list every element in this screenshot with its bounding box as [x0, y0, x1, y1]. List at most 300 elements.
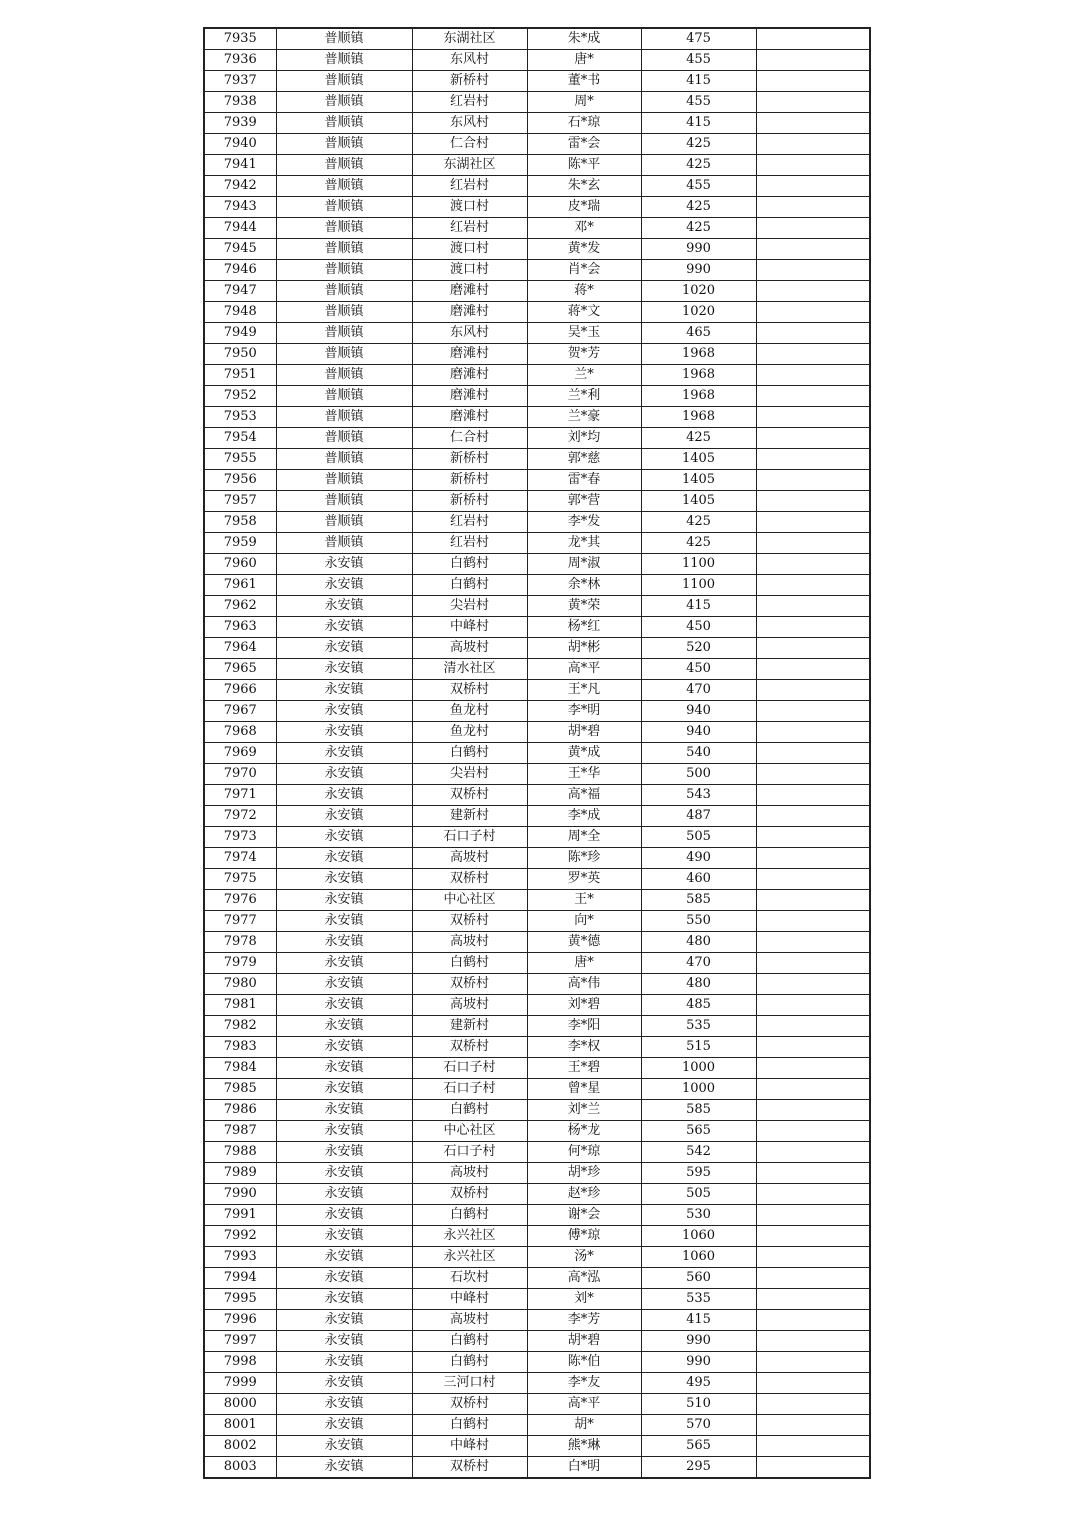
row-number-cell: 7975	[204, 869, 276, 890]
amount-cell: 425	[641, 155, 756, 176]
village-cell: 石口子村	[412, 1058, 527, 1079]
remark-cell	[756, 134, 870, 155]
name-cell: 周*	[527, 92, 641, 113]
town-cell: 永安镇	[276, 1289, 412, 1310]
amount-cell: 540	[641, 743, 756, 764]
row-number-cell: 7963	[204, 617, 276, 638]
name-cell: 陈*平	[527, 155, 641, 176]
town-cell: 普顺镇	[276, 71, 412, 92]
table-row	[204, 995, 870, 1016]
table-row	[204, 176, 870, 197]
town-cell: 永安镇	[276, 1436, 412, 1457]
village-cell: 仁合村	[412, 428, 527, 449]
row-number-cell: 7977	[204, 911, 276, 932]
row-number-cell: 7958	[204, 512, 276, 533]
name-cell: 兰*利	[527, 386, 641, 407]
amount-cell: 450	[641, 617, 756, 638]
table-row	[204, 155, 870, 176]
table-row	[204, 491, 870, 512]
village-cell: 白鹤村	[412, 743, 527, 764]
name-cell: 王*	[527, 890, 641, 911]
name-cell: 胡*碧	[527, 722, 641, 743]
name-cell: 周*淑	[527, 554, 641, 575]
village-cell: 新桥村	[412, 449, 527, 470]
name-cell: 龙*其	[527, 533, 641, 554]
table-row	[204, 1289, 870, 1310]
village-cell: 东湖社区	[412, 28, 527, 50]
table-row	[204, 1016, 870, 1037]
town-cell: 永安镇	[276, 1163, 412, 1184]
remark-cell	[756, 1289, 870, 1310]
data-table	[203, 27, 871, 1479]
name-cell: 兰*	[527, 365, 641, 386]
remark-cell	[756, 1058, 870, 1079]
table-row	[204, 827, 870, 848]
table-row	[204, 260, 870, 281]
table-row	[204, 344, 870, 365]
row-number-cell: 8003	[204, 1457, 276, 1479]
village-cell: 渡口村	[412, 239, 527, 260]
village-cell: 石口子村	[412, 1142, 527, 1163]
row-number-cell: 7992	[204, 1226, 276, 1247]
village-cell: 白鹤村	[412, 1352, 527, 1373]
village-cell: 白鹤村	[412, 575, 527, 596]
name-cell: 周*全	[527, 827, 641, 848]
amount-cell: 990	[641, 1331, 756, 1352]
remark-cell	[756, 890, 870, 911]
table-row	[204, 218, 870, 239]
amount-cell: 450	[641, 659, 756, 680]
table-row	[204, 1205, 870, 1226]
amount-cell: 1968	[641, 365, 756, 386]
name-cell: 杨*龙	[527, 1121, 641, 1142]
village-cell: 白鹤村	[412, 554, 527, 575]
table-row	[204, 722, 870, 743]
row-number-cell: 7960	[204, 554, 276, 575]
village-cell: 高坡村	[412, 1310, 527, 1331]
name-cell: 向*	[527, 911, 641, 932]
town-cell: 永安镇	[276, 890, 412, 911]
remark-cell	[756, 155, 870, 176]
town-cell: 永安镇	[276, 1226, 412, 1247]
name-cell: 李*友	[527, 1373, 641, 1394]
name-cell: 郭*营	[527, 491, 641, 512]
name-cell: 胡*碧	[527, 1331, 641, 1352]
village-cell: 双桥村	[412, 1457, 527, 1479]
amount-cell: 500	[641, 764, 756, 785]
town-cell: 永安镇	[276, 617, 412, 638]
amount-cell: 1405	[641, 449, 756, 470]
row-number-cell: 7990	[204, 1184, 276, 1205]
name-cell: 黄*发	[527, 239, 641, 260]
amount-cell: 565	[641, 1121, 756, 1142]
remark-cell	[756, 176, 870, 197]
name-cell: 余*林	[527, 575, 641, 596]
name-cell: 罗*英	[527, 869, 641, 890]
row-number-cell: 7973	[204, 827, 276, 848]
table-row	[204, 701, 870, 722]
remark-cell	[756, 1079, 870, 1100]
remark-cell	[756, 638, 870, 659]
amount-cell: 455	[641, 50, 756, 71]
town-cell: 永安镇	[276, 848, 412, 869]
table-row	[204, 575, 870, 596]
amount-cell: 1968	[641, 407, 756, 428]
amount-cell: 520	[641, 638, 756, 659]
amount-cell: 455	[641, 176, 756, 197]
village-cell: 高坡村	[412, 995, 527, 1016]
town-cell: 普顺镇	[276, 470, 412, 491]
table-row	[204, 785, 870, 806]
table-body	[204, 28, 870, 1478]
amount-cell: 535	[641, 1289, 756, 1310]
amount-cell: 585	[641, 890, 756, 911]
amount-cell: 940	[641, 701, 756, 722]
name-cell: 胡*彬	[527, 638, 641, 659]
name-cell: 蒋*	[527, 281, 641, 302]
amount-cell: 990	[641, 1352, 756, 1373]
table-row	[204, 764, 870, 785]
amount-cell: 1060	[641, 1226, 756, 1247]
amount-cell: 1968	[641, 344, 756, 365]
amount-cell: 460	[641, 869, 756, 890]
table-row	[204, 869, 870, 890]
remark-cell	[756, 1310, 870, 1331]
remark-cell	[756, 575, 870, 596]
village-cell: 双桥村	[412, 911, 527, 932]
table-row	[204, 1457, 870, 1479]
row-number-cell: 7956	[204, 470, 276, 491]
amount-cell: 455	[641, 92, 756, 113]
table-row	[204, 1079, 870, 1100]
remark-cell	[756, 722, 870, 743]
name-cell: 陈*伯	[527, 1352, 641, 1373]
table-row	[204, 1310, 870, 1331]
village-cell: 永兴社区	[412, 1247, 527, 1268]
name-cell: 杨*红	[527, 617, 641, 638]
town-cell: 永安镇	[276, 1457, 412, 1479]
remark-cell	[756, 848, 870, 869]
table-row	[204, 1352, 870, 1373]
town-cell: 永安镇	[276, 995, 412, 1016]
remark-cell	[756, 1226, 870, 1247]
amount-cell: 1405	[641, 491, 756, 512]
remark-cell	[756, 302, 870, 323]
village-cell: 石口子村	[412, 827, 527, 848]
amount-cell: 487	[641, 806, 756, 827]
amount-cell: 570	[641, 1415, 756, 1436]
table-row	[204, 1394, 870, 1415]
village-cell: 高坡村	[412, 848, 527, 869]
remark-cell	[756, 92, 870, 113]
village-cell: 红岩村	[412, 176, 527, 197]
amount-cell: 485	[641, 995, 756, 1016]
name-cell: 蒋*文	[527, 302, 641, 323]
table-row	[204, 1436, 870, 1457]
remark-cell	[756, 28, 870, 50]
table-row	[204, 806, 870, 827]
remark-cell	[756, 1037, 870, 1058]
remark-cell	[756, 827, 870, 848]
village-cell: 高坡村	[412, 1163, 527, 1184]
table-row	[204, 596, 870, 617]
row-number-cell: 7947	[204, 281, 276, 302]
row-number-cell: 7938	[204, 92, 276, 113]
table-row	[204, 1268, 870, 1289]
amount-cell: 565	[641, 1436, 756, 1457]
village-cell: 东风村	[412, 113, 527, 134]
amount-cell: 940	[641, 722, 756, 743]
row-number-cell: 7968	[204, 722, 276, 743]
name-cell: 刘*碧	[527, 995, 641, 1016]
village-cell: 红岩村	[412, 92, 527, 113]
amount-cell: 480	[641, 974, 756, 995]
name-cell: 吴*玉	[527, 323, 641, 344]
name-cell: 董*书	[527, 71, 641, 92]
name-cell: 雷*会	[527, 134, 641, 155]
name-cell: 白*明	[527, 1457, 641, 1479]
row-number-cell: 7974	[204, 848, 276, 869]
remark-cell	[756, 743, 870, 764]
name-cell: 邓*	[527, 218, 641, 239]
amount-cell: 585	[641, 1100, 756, 1121]
amount-cell: 505	[641, 827, 756, 848]
town-cell: 普顺镇	[276, 50, 412, 71]
row-number-cell: 7978	[204, 932, 276, 953]
village-cell: 磨滩村	[412, 302, 527, 323]
village-cell: 东湖社区	[412, 155, 527, 176]
village-cell: 白鹤村	[412, 1205, 527, 1226]
table-row	[204, 92, 870, 113]
remark-cell	[756, 680, 870, 701]
row-number-cell: 7943	[204, 197, 276, 218]
town-cell: 普顺镇	[276, 113, 412, 134]
table-row	[204, 554, 870, 575]
row-number-cell: 7935	[204, 28, 276, 50]
remark-cell	[756, 512, 870, 533]
row-number-cell: 7983	[204, 1037, 276, 1058]
village-cell: 东风村	[412, 50, 527, 71]
remark-cell	[756, 1352, 870, 1373]
amount-cell: 1000	[641, 1058, 756, 1079]
village-cell: 中峰村	[412, 1289, 527, 1310]
name-cell: 傅*琼	[527, 1226, 641, 1247]
amount-cell: 1020	[641, 302, 756, 323]
remark-cell	[756, 323, 870, 344]
name-cell: 朱*玄	[527, 176, 641, 197]
remark-cell	[756, 1016, 870, 1037]
town-cell: 永安镇	[276, 1184, 412, 1205]
village-cell: 清水社区	[412, 659, 527, 680]
row-number-cell: 7949	[204, 323, 276, 344]
remark-cell	[756, 50, 870, 71]
name-cell: 高*平	[527, 659, 641, 680]
town-cell: 普顺镇	[276, 218, 412, 239]
village-cell: 中心社区	[412, 890, 527, 911]
name-cell: 贺*芳	[527, 344, 641, 365]
row-number-cell: 7948	[204, 302, 276, 323]
table-row	[204, 239, 870, 260]
table-row	[204, 50, 870, 71]
town-cell: 普顺镇	[276, 428, 412, 449]
town-cell: 普顺镇	[276, 28, 412, 50]
remark-cell	[756, 1163, 870, 1184]
name-cell: 肖*会	[527, 260, 641, 281]
remark-cell	[756, 386, 870, 407]
town-cell: 永安镇	[276, 1205, 412, 1226]
remark-cell	[756, 869, 870, 890]
town-cell: 永安镇	[276, 743, 412, 764]
amount-cell: 295	[641, 1457, 756, 1479]
town-cell: 永安镇	[276, 680, 412, 701]
table-row	[204, 512, 870, 533]
remark-cell	[756, 239, 870, 260]
row-number-cell: 7965	[204, 659, 276, 680]
amount-cell: 470	[641, 680, 756, 701]
table-row	[204, 407, 870, 428]
row-number-cell: 7940	[204, 134, 276, 155]
village-cell: 渡口村	[412, 197, 527, 218]
amount-cell: 415	[641, 113, 756, 134]
name-cell: 唐*	[527, 50, 641, 71]
row-number-cell: 7993	[204, 1247, 276, 1268]
table-row	[204, 1163, 870, 1184]
row-number-cell: 7987	[204, 1121, 276, 1142]
town-cell: 永安镇	[276, 1394, 412, 1415]
name-cell: 刘*兰	[527, 1100, 641, 1121]
town-cell: 普顺镇	[276, 155, 412, 176]
town-cell: 永安镇	[276, 554, 412, 575]
name-cell: 胡*	[527, 1415, 641, 1436]
row-number-cell: 7945	[204, 239, 276, 260]
amount-cell: 425	[641, 197, 756, 218]
town-cell: 永安镇	[276, 764, 412, 785]
town-cell: 永安镇	[276, 1373, 412, 1394]
row-number-cell: 7984	[204, 1058, 276, 1079]
table-row	[204, 386, 870, 407]
village-cell: 东风村	[412, 323, 527, 344]
table-row	[204, 680, 870, 701]
row-number-cell: 7979	[204, 953, 276, 974]
town-cell: 永安镇	[276, 1352, 412, 1373]
town-cell: 永安镇	[276, 806, 412, 827]
table-row	[204, 890, 870, 911]
amount-cell: 425	[641, 428, 756, 449]
remark-cell	[756, 1247, 870, 1268]
amount-cell: 1020	[641, 281, 756, 302]
amount-cell: 415	[641, 71, 756, 92]
village-cell: 高坡村	[412, 932, 527, 953]
row-number-cell: 7998	[204, 1352, 276, 1373]
village-cell: 双桥村	[412, 869, 527, 890]
town-cell: 永安镇	[276, 1058, 412, 1079]
row-number-cell: 7988	[204, 1142, 276, 1163]
row-number-cell: 7991	[204, 1205, 276, 1226]
remark-cell	[756, 1268, 870, 1289]
amount-cell: 1968	[641, 386, 756, 407]
amount-cell: 465	[641, 323, 756, 344]
village-cell: 尖岩村	[412, 596, 527, 617]
town-cell: 永安镇	[276, 827, 412, 848]
remark-cell	[756, 974, 870, 995]
town-cell: 永安镇	[276, 932, 412, 953]
row-number-cell: 7970	[204, 764, 276, 785]
village-cell: 石坎村	[412, 1268, 527, 1289]
town-cell: 永安镇	[276, 596, 412, 617]
row-number-cell: 7942	[204, 176, 276, 197]
name-cell: 刘*	[527, 1289, 641, 1310]
row-number-cell: 7996	[204, 1310, 276, 1331]
name-cell: 郭*慈	[527, 449, 641, 470]
name-cell: 高*伟	[527, 974, 641, 995]
remark-cell	[756, 764, 870, 785]
town-cell: 永安镇	[276, 911, 412, 932]
table-row	[204, 848, 870, 869]
town-cell: 普顺镇	[276, 239, 412, 260]
amount-cell: 480	[641, 932, 756, 953]
remark-cell	[756, 197, 870, 218]
remark-cell	[756, 260, 870, 281]
remark-cell	[756, 491, 870, 512]
amount-cell: 595	[641, 1163, 756, 1184]
amount-cell: 475	[641, 28, 756, 50]
row-number-cell: 7936	[204, 50, 276, 71]
village-cell: 红岩村	[412, 533, 527, 554]
remark-cell	[756, 785, 870, 806]
table-row	[204, 1331, 870, 1352]
village-cell: 建新村	[412, 806, 527, 827]
town-cell: 永安镇	[276, 1268, 412, 1289]
village-cell: 双桥村	[412, 785, 527, 806]
name-cell: 兰*豪	[527, 407, 641, 428]
remark-cell	[756, 1373, 870, 1394]
row-number-cell: 7951	[204, 365, 276, 386]
row-number-cell: 7971	[204, 785, 276, 806]
name-cell: 朱*成	[527, 28, 641, 50]
row-number-cell: 7950	[204, 344, 276, 365]
amount-cell: 543	[641, 785, 756, 806]
name-cell: 李*阳	[527, 1016, 641, 1037]
town-cell: 永安镇	[276, 1415, 412, 1436]
village-cell: 红岩村	[412, 218, 527, 239]
town-cell: 普顺镇	[276, 365, 412, 386]
village-cell: 双桥村	[412, 1037, 527, 1058]
village-cell: 双桥村	[412, 1394, 527, 1415]
table-row	[204, 1037, 870, 1058]
town-cell: 永安镇	[276, 1310, 412, 1331]
amount-cell: 530	[641, 1205, 756, 1226]
name-cell: 王*华	[527, 764, 641, 785]
row-number-cell: 7995	[204, 1289, 276, 1310]
remark-cell	[756, 995, 870, 1016]
row-number-cell: 7969	[204, 743, 276, 764]
table-row	[204, 1058, 870, 1079]
name-cell: 何*琼	[527, 1142, 641, 1163]
row-number-cell: 7961	[204, 575, 276, 596]
table-row	[204, 197, 870, 218]
amount-cell: 515	[641, 1037, 756, 1058]
amount-cell: 560	[641, 1268, 756, 1289]
row-number-cell: 7939	[204, 113, 276, 134]
town-cell: 永安镇	[276, 1037, 412, 1058]
village-cell: 白鹤村	[412, 1415, 527, 1436]
table-row	[204, 911, 870, 932]
name-cell: 雷*春	[527, 470, 641, 491]
table-row	[204, 1373, 870, 1394]
village-cell: 磨滩村	[412, 407, 527, 428]
amount-cell: 490	[641, 848, 756, 869]
town-cell: 普顺镇	[276, 323, 412, 344]
